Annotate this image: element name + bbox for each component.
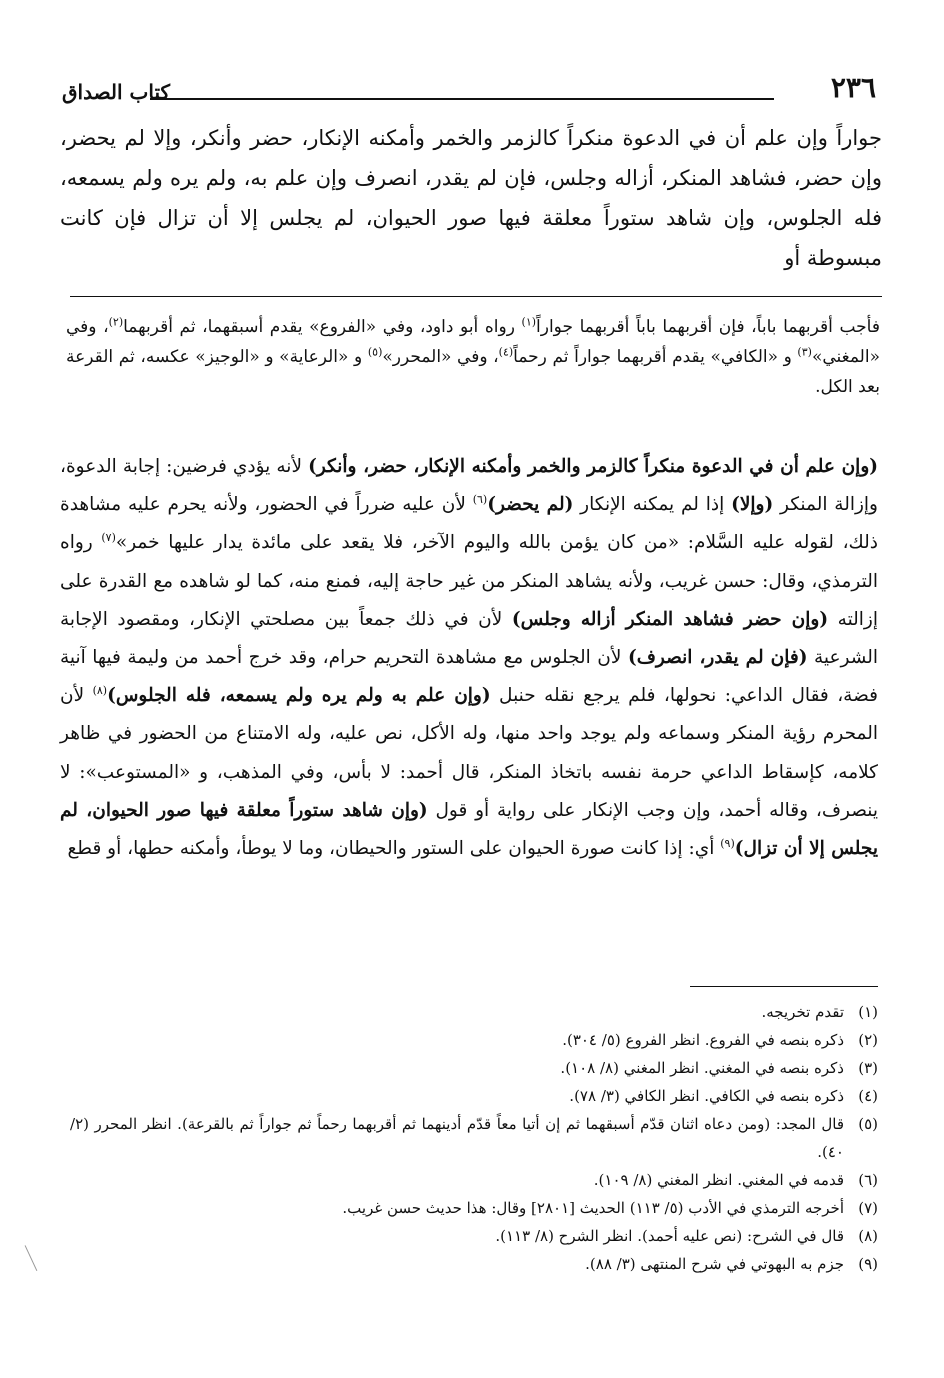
footnote-text: جزم به البهوتي في شرح المنتهى (٣/ ٨٨). [585, 1255, 844, 1273]
footnote-ref: (٢) [108, 315, 124, 329]
footnote-ref: (١) [521, 315, 537, 329]
quoted-matn: (وإن شاهد ستوراً معلقة فيها صور الحيوان، لم يجلس إلا أن تزال) [60, 799, 878, 860]
text-run: لأن في ذلك جمعاً بين مصلحتي الإنكار، ومقصود الإجابة الشرعية [60, 608, 879, 669]
quoted-matn: (وإن علم أن في الدعوة منكراً كالزمر والخمر وأمكنه الإنكار، حضر، وأنكر) [308, 456, 879, 477]
text-run: و «الكافي» يقدم أقربهما جواراً ثم رحماً [513, 347, 798, 367]
footnote-number: (٣) [858, 1059, 878, 1077]
footnote-ref: (٤) [498, 345, 514, 359]
book-title: كتاب الصداق [62, 80, 171, 104]
footnote-ref: (٩) [720, 836, 735, 850]
footnotes-divider [690, 986, 878, 987]
footnote-item [70, 998, 878, 1026]
footnote-number: (٢) [858, 1031, 878, 1049]
quoted-matn: (فإن لم يقدر، انصرف) [627, 647, 808, 669]
quoted-matn: (لم يحضر) [487, 494, 574, 516]
text-run: لأنه يؤدي فرضين: إجابة الدعوة، وإزالة المنكر [60, 456, 878, 516]
footnote-item [70, 1110, 878, 1166]
page-number: ٢٣٦ [830, 71, 876, 104]
footnote-item [70, 1222, 878, 1250]
text-run: إذا لم يمكنه الإنكار [573, 494, 732, 516]
text-run: لأن الجلوس مع مشاهدة التحريم حرام، وقد خرج أحمد من وليمة فيها آنية فضة، فقال الداعي: نحولها، فلم يرجع نقله حنبل [60, 647, 878, 707]
text-run: فأجب أقربهما باباً، فإن أقربهما باباً أقربهما جواراً [536, 317, 880, 337]
footnote-text: أخرجه الترمذي في الأدب (٥/ ١١٣) الحديث [٢٨٠١] وقال: هذا حديث حسن غريب. [342, 1199, 844, 1217]
text-run: و «الرعاية» و «الوجيز» عكسه، ثم القرعة بعد الكل. [66, 347, 880, 397]
footnote-text: ذكره بنصه في الفروع. انظر الفروع (٥/ ٣٠٤). [562, 1031, 844, 1049]
header-rule [150, 98, 774, 100]
footnote-number: (١) [858, 1003, 878, 1021]
footnote-number: (٨) [858, 1227, 878, 1245]
footnote-ref: (٣) [797, 345, 812, 359]
footnote-item [70, 1082, 878, 1110]
quoted-matn: (وإلا) [731, 494, 774, 516]
footnote-text: ذكره بنصه في الكافي. انظر الكافي (٣/ ٧٨). [569, 1087, 844, 1105]
footnote-item [70, 1054, 878, 1082]
footnote-ref: (٦) [472, 493, 488, 507]
previous-commentary [66, 312, 880, 402]
footnote-item [70, 1026, 878, 1054]
footnote-text: ذكره بنصه في المغني. انظر المغني (٨/ ١٠٨). [560, 1059, 844, 1077]
page-header [62, 62, 876, 102]
footnote-item [70, 1166, 878, 1194]
text-run: رواه أبو داود، وفي «الفروع» يقدم أسبقهما، ثم أقربهما [123, 317, 522, 337]
commentary-text [60, 448, 878, 868]
text-run: رواه الترمذي، وقال: حسن غريب، ولأنه يشاهد المنكر من غير حاجة إليه، فمنع منه، كما لو شاهده مع القدرة على إزالته [60, 532, 879, 630]
text-run: ، وفي «المغني» [66, 317, 880, 367]
footnote-item [70, 1250, 878, 1278]
footnote-text: قال في الشرح: (نص عليه أحمد). انظر الشرح (٨/ ١١٣). [495, 1227, 844, 1245]
matn-text: جواراً وإن علم أن في الدعوة منكراً كالزمر والخمر وأمكنه الإنكار، حضر وأنكر، وإلا لم يحضر، وإن حضر، فشاهد المنكر، أزاله وجلس، فإن لم يقدر، انصرف وإن علم به، ولم يره ولم يسمعه، فله الجلوس، وإن شاهد ستوراً معلقة فيها صور الحيوان، لم يجلس إلا أن تزال فإن كانت مبسوطة أو [60, 126, 883, 270]
footnote-number: (٩) [858, 1255, 878, 1273]
footnote-item [70, 1194, 878, 1222]
scan-mark [25, 1241, 47, 1271]
footnote-number: (٧) [858, 1199, 878, 1217]
footnotes-list [70, 998, 878, 1278]
quoted-matn: (وإن علم به ولم يره ولم يسمعه، فله الجلوس) [107, 685, 491, 707]
footnote-ref: (٧) [101, 531, 116, 545]
footnote-text: قال المجد: (ومن دعاه اثنان قدّم أسبقهما ثم إن أتيا معاً قدّم أدينهما ثم أقربهما رحماً ثم جواراً ثم بالقرعة). انظر المحرر (٢/ ٤٠). [70, 1115, 844, 1161]
footnote-number: (٦) [858, 1171, 878, 1189]
footnote-ref: (٥) [367, 345, 383, 359]
footnote-number: (٤) [858, 1087, 878, 1105]
matn-divider [70, 296, 882, 297]
text-run: أي: إذا كانت صورة الحيوان على الستور والحيطان، وما لا يوطأ، وأمكنه حطها، أو قطع [67, 838, 721, 860]
footnote-number: (٥) [858, 1115, 878, 1133]
quoted-matn: (وإن حضر فشاهد المنكر أزاله وجلس) [511, 608, 829, 630]
footnote-ref: (٨) [92, 684, 108, 698]
text-run: لأن عليه ضرراً في الحضور، ولأنه يحرم عليه مشاهدة ذلك، لقوله عليه السَّلام: «من كان يؤمن بالله واليوم الآخر، فلا يقعد على مائدة يدار عليها خمر» [60, 494, 879, 554]
footnote-text: تقدم تخريجه. [761, 1003, 844, 1021]
text-run: ، وفي «المحرر» [382, 347, 499, 367]
footnote-text: قدمه في المغني. انظر المغني (٨/ ١٠٩). [593, 1171, 844, 1189]
text-run: لأن المحرم رؤية المنكر وسماعه ولم يوجد واحد منها، وله الأكل، نص عليه، وله الامتناع من الحضور في ظاهر كلامه، كإسقاط الداعي حرمة نفسه باتخاذ المنكر، قال أحمد: لا بأس، وفي المذهب، و «المستوعب»: لا ينصرف، وقاله أحمد، وإن وجب الإنكار على رواية أو قول [60, 685, 878, 821]
